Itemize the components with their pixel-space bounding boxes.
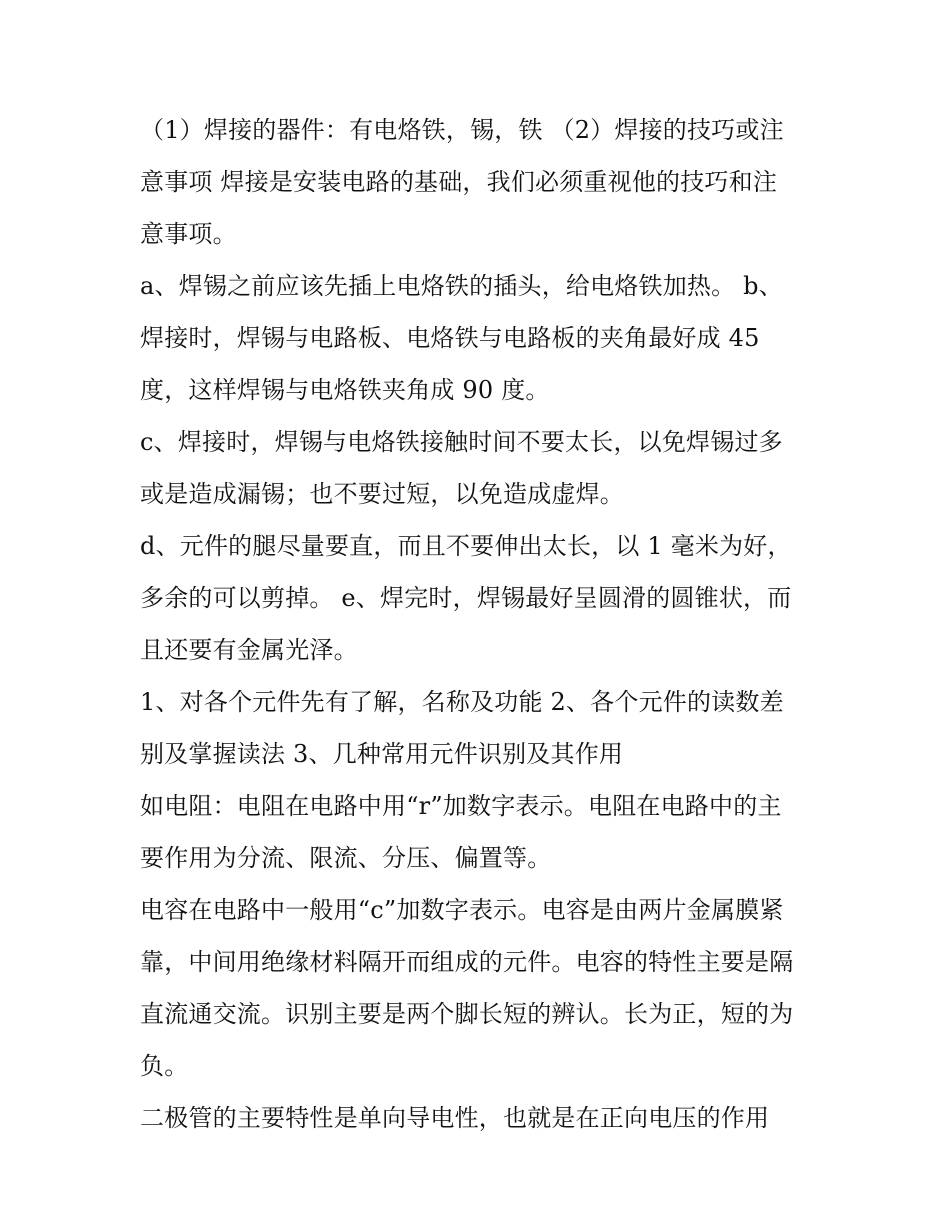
text-line: 或是造成漏锡；也不要过短，以免造成虚焊。	[140, 480, 624, 508]
text-line: 意事项 焊接是安装电路的基础，我们必须重视他的技巧和注	[140, 168, 778, 196]
text-line: 意事项。	[140, 220, 237, 248]
text-line: 多余的可以剪掉。 e、焊完时，焊锡最好呈圆滑的圆锥状，而	[140, 584, 792, 612]
text-line: 要作用为分流、限流、分压、偏置等。	[140, 844, 552, 872]
text-line: c、焊接时，焊锡与电烙铁接触时间不要太长，以免焊锡过多	[140, 428, 783, 456]
text-line: 电容在电路中一般用“c”加数字表示。电容是由两片金属膜紧	[140, 896, 784, 924]
text-line: 别及掌握读法 3、几种常用元件识别及其作用	[140, 740, 624, 768]
text-line: d、元件的腿尽量要直，而且不要伸出太长，以 1 毫米为好，	[140, 532, 792, 560]
text-line: 靠，中间用绝缘材料隔开而组成的元件。电容的特性主要是隔	[140, 948, 794, 976]
text-line: a、焊锡之前应该先插上电烙铁的插头，给电烙铁加热。 b、	[140, 272, 783, 300]
text-line: 度，这样焊锡与电烙铁夹角成 90 度。	[140, 376, 550, 404]
text-line: 焊接时，焊锡与电路板、电烙铁与电路板的夹角最好成 45	[140, 324, 760, 352]
document-body	[140, 104, 820, 1144]
text-line: 直流通交流。识别主要是两个脚长短的辨认。长为正，短的为	[140, 1000, 794, 1028]
text-line: 如电阻：电阻在电路中用“r”加数字表示。电阻在电路中的主	[140, 792, 782, 820]
text-line: 二极管的主要特性是单向导电性，也就是在正向电压的作用	[140, 1104, 770, 1132]
text-line: 且还要有金属光泽。	[140, 636, 358, 664]
text-line: 负。	[140, 1052, 189, 1080]
text-line: 1、对各个元件先有了解，名称及功能 2、各个元件的读数差	[140, 688, 784, 716]
text-line: （1）焊接的器件：有电烙铁，锡，铁 （2）焊接的技巧或注	[140, 116, 784, 144]
